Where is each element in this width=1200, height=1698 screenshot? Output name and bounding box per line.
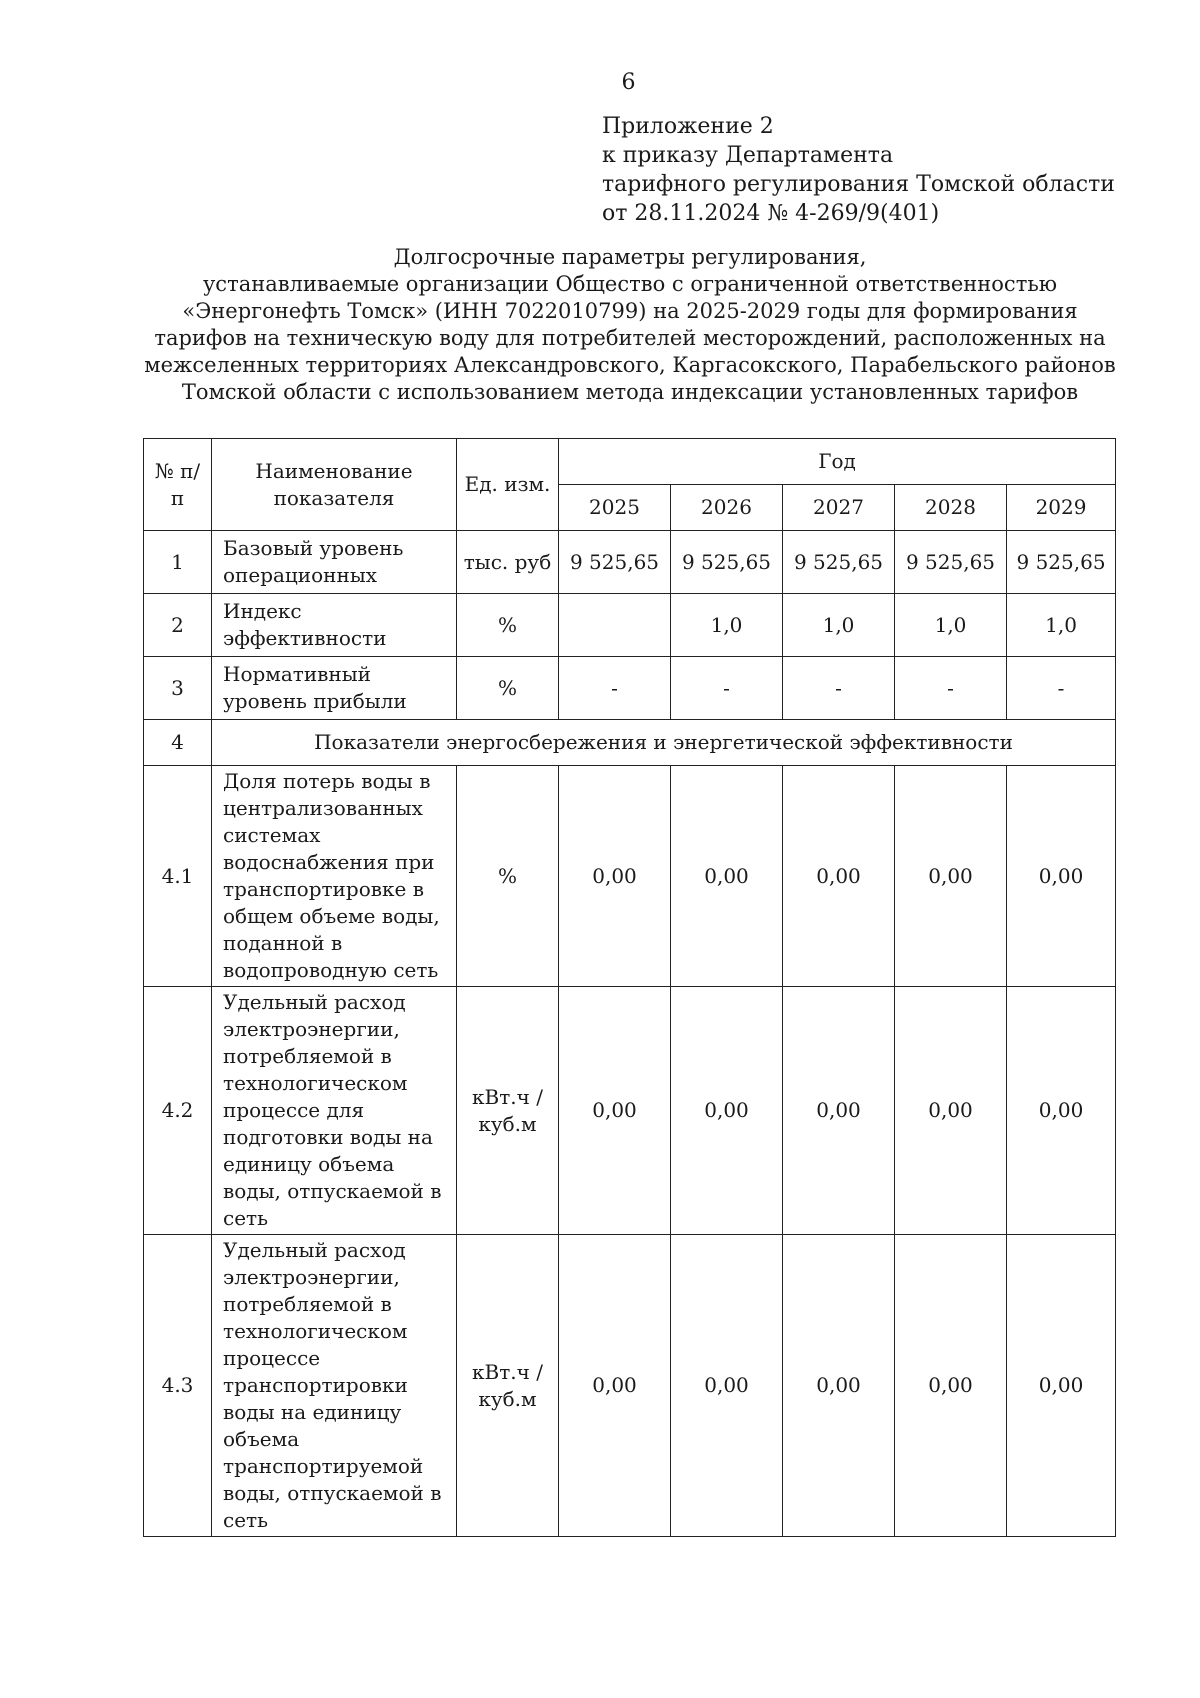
row-unit: кВт.ч / куб.м [457, 1235, 559, 1537]
title-line: устанавливаемые организации Общество с ограниченной ответственностью [202, 272, 1058, 296]
row-num: 4.1 [144, 766, 212, 987]
title-line: тарифов на техническую воду для потребителей месторождений, расположенных на [154, 326, 1106, 350]
row-unit: % [457, 594, 559, 657]
row-value: 1,0 [671, 594, 783, 657]
section-title: Показатели энергосбережения и энергетической эффективности [212, 720, 1116, 766]
row-name: Доля потерь воды в централизованных системах водоснабжения при транспортировке в общем объеме воды, поданной в водопроводную сеть [212, 766, 457, 987]
row-unit: % [457, 766, 559, 987]
title-line: межселенных территориях Александровского, Каргасокского, Парабельского районов [144, 353, 1116, 377]
row-value: 0,00 [1007, 987, 1116, 1235]
appendix-line: от 28.11.2024 № 4-269/9(401) [602, 201, 940, 226]
row-num: 1 [144, 531, 212, 594]
parameters-table [143, 438, 1116, 1537]
title-line: Долгосрочные параметры регулирования, [393, 245, 867, 269]
row-value: 9 525,65 [895, 531, 1007, 594]
row-value: 0,00 [559, 1235, 671, 1537]
header-year-2026: 2026 [671, 485, 783, 531]
header-name: Наименование показателя [212, 439, 457, 531]
row-unit: % [457, 657, 559, 720]
row-value: - [783, 657, 895, 720]
table-row [144, 766, 1116, 987]
header-num: № п/п [144, 439, 212, 531]
table-row [144, 1235, 1116, 1537]
row-value: 0,00 [895, 1235, 1007, 1537]
title-line: Томской области с использованием метода индексации установленных тарифов [181, 380, 1079, 404]
row-value: 1,0 [895, 594, 1007, 657]
row-value: 0,00 [895, 766, 1007, 987]
row-value: 0,00 [783, 987, 895, 1235]
row-value: 9 525,65 [1007, 531, 1116, 594]
row-num: 3 [144, 657, 212, 720]
row-value: 0,00 [783, 1235, 895, 1537]
row-value: 9 525,65 [559, 531, 671, 594]
appendix-line: к приказу Департамента [602, 143, 894, 168]
table-row [144, 987, 1116, 1235]
title-line: «Энергонефть Томск» (ИНН 7022010799) на 2025-2029 годы для формирования [182, 299, 1078, 323]
appendix-line: Приложение 2 [602, 114, 774, 139]
header-year: Год [559, 439, 1116, 485]
appendix-header [602, 112, 1115, 228]
row-value: 0,00 [895, 987, 1007, 1235]
row-value: 0,00 [559, 766, 671, 987]
row-value: 9 525,65 [671, 531, 783, 594]
row-num: 4.3 [144, 1235, 212, 1537]
row-name: Удельный расход электроэнергии, потребляемой в технологическом процессе для подготовки воды на единицу объема воды, отпускаемой в сеть [212, 987, 457, 1235]
header-year-2028: 2028 [895, 485, 1007, 531]
header-year-2025: 2025 [559, 485, 671, 531]
page-number: 6 [621, 70, 636, 95]
row-unit: кВт.ч / куб.м [457, 987, 559, 1235]
row-name: Нормативный уровень прибыли [212, 657, 457, 720]
section-num: 4 [144, 720, 212, 766]
row-value: - [559, 657, 671, 720]
row-value: 9 525,65 [783, 531, 895, 594]
document-title [130, 244, 1130, 406]
row-value: 0,00 [671, 987, 783, 1235]
row-value: - [1007, 657, 1116, 720]
appendix-line: тарифного регулирования Томской области [602, 172, 1115, 197]
row-value: 1,0 [1007, 594, 1116, 657]
row-name: Индекс эффективности [212, 594, 457, 657]
row-value: 0,00 [671, 766, 783, 987]
row-value: 0,00 [1007, 1235, 1116, 1537]
header-year-2027: 2027 [783, 485, 895, 531]
header-unit: Ед. изм. [457, 439, 559, 531]
row-value: - [671, 657, 783, 720]
table-row [144, 594, 1116, 657]
row-value [559, 594, 671, 657]
table-row [144, 531, 1116, 594]
row-value: 0,00 [559, 987, 671, 1235]
row-value: 1,0 [783, 594, 895, 657]
section-row [144, 720, 1116, 766]
row-unit: тыс. руб [457, 531, 559, 594]
table-row [144, 657, 1116, 720]
row-num: 4.2 [144, 987, 212, 1235]
row-value: 0,00 [783, 766, 895, 987]
row-value: 0,00 [671, 1235, 783, 1537]
row-value: - [895, 657, 1007, 720]
row-value: 0,00 [1007, 766, 1116, 987]
row-name: Базовый уровень операционных [212, 531, 457, 594]
row-name: Удельный расход электроэнергии, потребляемой в технологическом процессе транспортировки воды на единицу объема транспортируемой воды, отпускаемой в сеть [212, 1235, 457, 1537]
header-year-2029: 2029 [1007, 485, 1116, 531]
row-num: 2 [144, 594, 212, 657]
